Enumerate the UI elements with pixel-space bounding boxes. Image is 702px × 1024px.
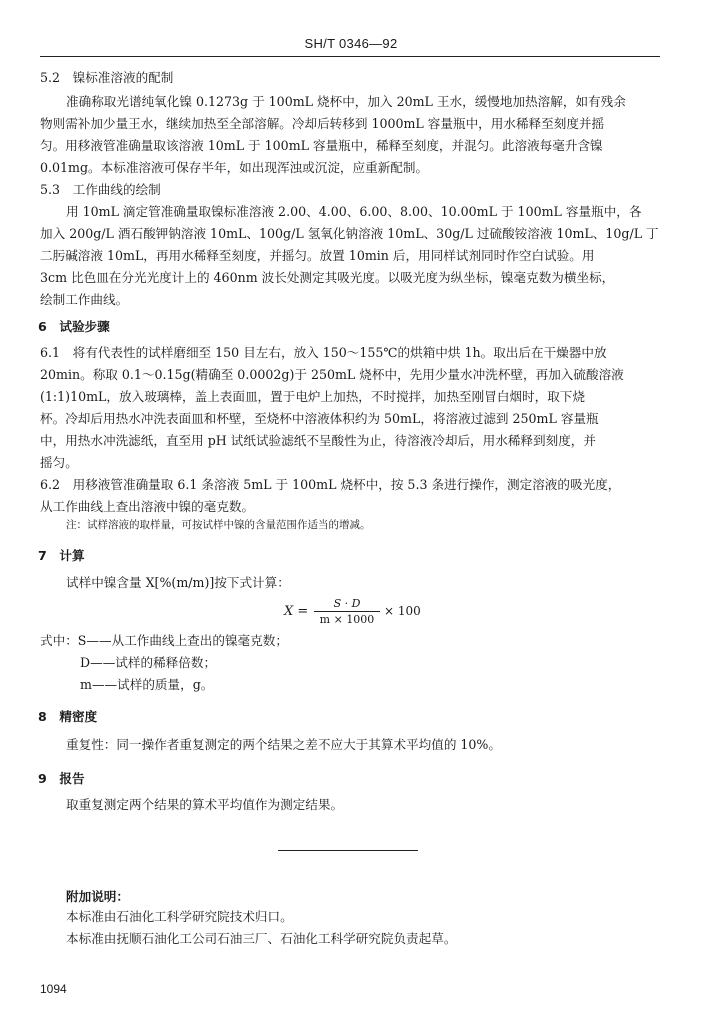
- appendix-title: 附加说明：: [66, 889, 129, 904]
- formula-fraction: [314, 597, 380, 626]
- formula-denominator: m × 1000: [319, 613, 375, 626]
- section-5-2-line: 物则需补加少量王水，继续加热至全部溶解。冷却后转移到 1000mL 容量瓶中，用水稀释至刻度并摇: [40, 116, 605, 131]
- section-5-2-line: 匀。用移液管准确量取该溶液 10mL 于 100mL 容量瓶中，稀释至刻度，并混匀。此溶液每毫升含镍: [40, 138, 603, 153]
- header-divider: [40, 56, 660, 57]
- section-6-1-line: 杯。冷却后用热水冲洗表面皿和杯壁，至烧杯中溶液体积约为 50mL，将溶液过滤到 250mL 容量瓶: [40, 411, 599, 426]
- section-6-1-line: (1:1)10mL，放入玻璃棒，盖上表面皿，置于电炉上加热，不时搅拌，加热至刚冒白烟时，取下烧: [40, 389, 585, 404]
- appendix-line: 本标准由抚顺石油化工公司石油三厂、石油化工科学研究院负责起草。: [66, 931, 457, 946]
- section-9-text: 取重复测定两个结果的算术平均值作为测定结果。: [66, 797, 344, 812]
- formula-variable-m: m——试样的质量，g。: [80, 677, 214, 692]
- section-5-3-line: 用 10mL 滴定管准确量取镍标准溶液 2.00、4.00、6.00、8.00、10.00mL 于 100mL 容量瓶中，各: [66, 204, 642, 219]
- section-8-text: 重复性：同一操作者重复测定的两个结果之差不应大于其算术平均值的 10%。: [66, 737, 501, 752]
- section-6-1-line: 20min。称取 0.1～0.15g(精确至 0.0002g)于 250mL 烧杯中，先用少量水冲洗杯壁，再加入硫酸溶液: [40, 367, 624, 382]
- section-6-1-line: 摇匀。: [40, 455, 78, 470]
- section-8-title: 8 精密度: [38, 709, 98, 724]
- section-6-2-line: 从工作曲线上查出溶液中镍的毫克数。: [40, 499, 255, 514]
- end-divider: [278, 850, 418, 851]
- standard-code-header: SH/T 0346—92: [304, 36, 398, 51]
- page-number: 1094: [40, 982, 67, 996]
- section-6-1-line: 中，用热水冲洗滤纸，直至用 pH 试纸试验滤纸不呈酸性为止，待溶液冷却后，用水稀释到刻度，并: [40, 433, 596, 448]
- section-6-1-line: 6.1 将有代表性的试样磨细至 150 目左右，放入 150～155℃的烘箱中烘 1h。取出后在干燥器中放: [40, 345, 607, 360]
- formula-variable-d: D——试样的稀释倍数；: [80, 655, 217, 670]
- formula-tail: × 100: [384, 604, 421, 618]
- section-6-2-line: 6.2 用移液管准确量取 6.1 条溶液 5mL 于 100mL 烧杯中，按 5.3 条进行操作，测定溶液的吸光度，: [40, 477, 621, 492]
- formula-intro: 试样中镍含量 X[%(m/m)]按下式计算：: [66, 575, 290, 590]
- formula-numerator: S · D: [314, 597, 380, 612]
- section-5-3-line: 3cm 比色皿在分光光度计上的 460nm 波长处测定其吸光度。以吸光度为纵坐标，镍毫克数为横坐标，: [40, 270, 615, 285]
- section-5-3-line: 绘制工作曲线。: [40, 292, 129, 307]
- section-5-2-line: 0.01mg。本标准溶液可保存半年，如出现浑浊或沉淀，应重新配制。: [40, 160, 429, 175]
- formula-variable-s: 式中：S——从工作曲线上查出的镍毫克数；: [40, 633, 288, 648]
- section-5-3-title: 5.3 工作曲线的绘制: [40, 182, 161, 197]
- section-7-title: 7 计算: [38, 548, 85, 563]
- calculation-formula: [284, 597, 424, 627]
- section-6-title: 6 试验步骤: [38, 319, 110, 334]
- section-6-note: 注：试样溶液的取样量，可按试样中镍的含量范围作适当的增减。: [66, 519, 371, 531]
- section-5-3-line: 二肟碱溶液 10mL，再用水稀释至刻度，并摇匀。放置 10min 后，用同样试剂同时作空白试验。用: [40, 248, 595, 263]
- section-5-2-line: 准确称取光谱纯氧化镍 0.1273g 于 100mL 烧杯中，加入 20mL 王水，缓慢地加热溶解，如有残余: [66, 94, 626, 109]
- section-5-3-line: 加入 200g/L 酒石酸钾钠溶液 10mL、100g/L 氢氧化钠溶液 10mL、30g/L 过硫酸铵溶液 10mL、10g/L 丁: [40, 226, 659, 241]
- appendix-line: 本标准由石油化工科学研究院技术归口。: [66, 909, 293, 924]
- formula-lhs: X =: [284, 604, 309, 619]
- section-5-2-title: 5.2 镍标准溶液的配制: [40, 70, 174, 85]
- section-9-title: 9 报告: [38, 771, 85, 786]
